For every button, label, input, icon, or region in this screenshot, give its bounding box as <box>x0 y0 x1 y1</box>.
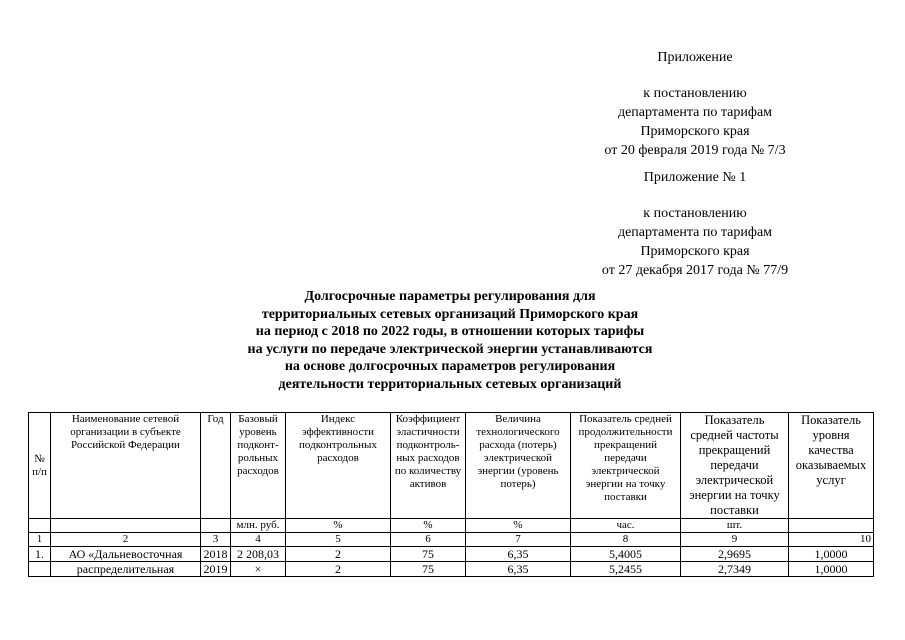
row-number <box>29 562 51 577</box>
appendix-resolution-block <box>520 84 870 160</box>
column-number: 1 <box>29 533 51 547</box>
column-number: 10 <box>789 533 874 547</box>
organization-name: АО «Дальневосточная <box>51 547 201 562</box>
efficiency-index-cell: 2 <box>286 562 391 577</box>
header-cell: № п/п <box>29 413 51 519</box>
header-cell: Базовый уровень подконт-рольных расходов <box>231 413 286 519</box>
duration-cell: 5,4005 <box>571 547 681 562</box>
column-number-row <box>29 533 874 547</box>
unit-cell <box>51 519 201 533</box>
header-cell: Показатель средней частоты прекращений передачи электрической энергии на точку поставки <box>681 413 789 519</box>
title-line: на услуги по передаче электрической энергии устанавливаются <box>247 341 653 357</box>
resolution-line: от 20 февраля 2019 года № 7/3 <box>604 143 786 158</box>
row-number: 1. <box>29 547 51 562</box>
column-number: 7 <box>466 533 571 547</box>
header-cell: Индекс эффективности подконтрольных расходов <box>286 413 391 519</box>
column-number: 6 <box>391 533 466 547</box>
quality-cell: 1,0000 <box>789 547 874 562</box>
frequency-cell: 2,7349 <box>681 562 789 577</box>
elasticity-cell: 75 <box>391 562 466 577</box>
header-cell: Показатель уровня качества оказываемых услуг <box>789 413 874 519</box>
resolution-line: департамента по тарифам <box>617 105 773 120</box>
organization-name: распределительная <box>51 562 201 577</box>
appendix-label-block <box>520 48 870 67</box>
unit-cell: шт. <box>681 519 789 533</box>
unit-cell <box>29 519 51 533</box>
header-row <box>29 413 874 519</box>
elasticity-cell: 75 <box>391 547 466 562</box>
column-number: 2 <box>51 533 201 547</box>
frequency-cell: 2,9695 <box>681 547 789 562</box>
appendix-1-label-block <box>520 168 870 187</box>
column-number: 9 <box>681 533 789 547</box>
units-row <box>29 519 874 533</box>
resolution-line: Приморского края <box>640 244 750 259</box>
unit-cell: час. <box>571 519 681 533</box>
resolution-line: к постановлению <box>643 206 747 221</box>
appendix-1-resolution-block <box>520 204 870 280</box>
title-line: деятельности территориальных сетевых организаций <box>278 376 622 392</box>
column-number: 5 <box>286 533 391 547</box>
unit-cell <box>201 519 231 533</box>
header-cell: Величина технологического расхода (потерь) электрической энергии (уровень потерь) <box>466 413 571 519</box>
title-line: на период с 2018 по 2022 годы, в отношении которых тарифы <box>255 324 645 339</box>
header-cell: Коэффициент эластичности подконтроль-ных расходов по количеству активов <box>391 413 466 519</box>
year-cell: 2019 <box>201 562 231 577</box>
header-cell: Год <box>201 413 231 519</box>
duration-cell: 5,2455 <box>571 562 681 577</box>
appendix-1-label: Приложение № 1 <box>643 170 747 185</box>
unit-cell: млн. руб. <box>231 519 286 533</box>
base-level-cell: × <box>231 562 286 577</box>
title-line: на основе долгосрочных параметров регулирования <box>284 359 616 374</box>
table-row <box>29 562 874 577</box>
unit-cell: % <box>286 519 391 533</box>
base-level-cell: 2 208,03 <box>231 547 286 562</box>
unit-cell: % <box>391 519 466 533</box>
column-number: 3 <box>201 533 231 547</box>
header-cell: Наименование сетевой организации в субъекте Российской Федерации <box>51 413 201 519</box>
header-cell: Показатель средней продолжительности прекращений передачи электрической энергии на точку поставки <box>571 413 681 519</box>
loss-level-cell: 6,35 <box>466 562 571 577</box>
resolution-line: Приморского края <box>640 124 750 139</box>
column-number: 8 <box>571 533 681 547</box>
resolution-line: к постановлению <box>643 86 747 101</box>
appendix-label: Приложение <box>657 50 733 65</box>
title-line: Долгосрочные параметры регулирования для <box>304 289 596 304</box>
year-cell: 2018 <box>201 547 231 562</box>
quality-cell: 1,0000 <box>789 562 874 577</box>
column-number: 4 <box>231 533 286 547</box>
loss-level-cell: 6,35 <box>466 547 571 562</box>
resolution-line: департамента по тарифам <box>617 225 773 240</box>
efficiency-index-cell: 2 <box>286 547 391 562</box>
unit-cell <box>789 519 874 533</box>
title-line: территориальных сетевых организаций Приморского края <box>261 306 639 322</box>
document-title <box>150 288 750 393</box>
parameters-table <box>28 412 874 577</box>
unit-cell: % <box>466 519 571 533</box>
resolution-line: от 27 декабря 2017 года № 77/9 <box>601 263 789 278</box>
table-row <box>29 547 874 562</box>
